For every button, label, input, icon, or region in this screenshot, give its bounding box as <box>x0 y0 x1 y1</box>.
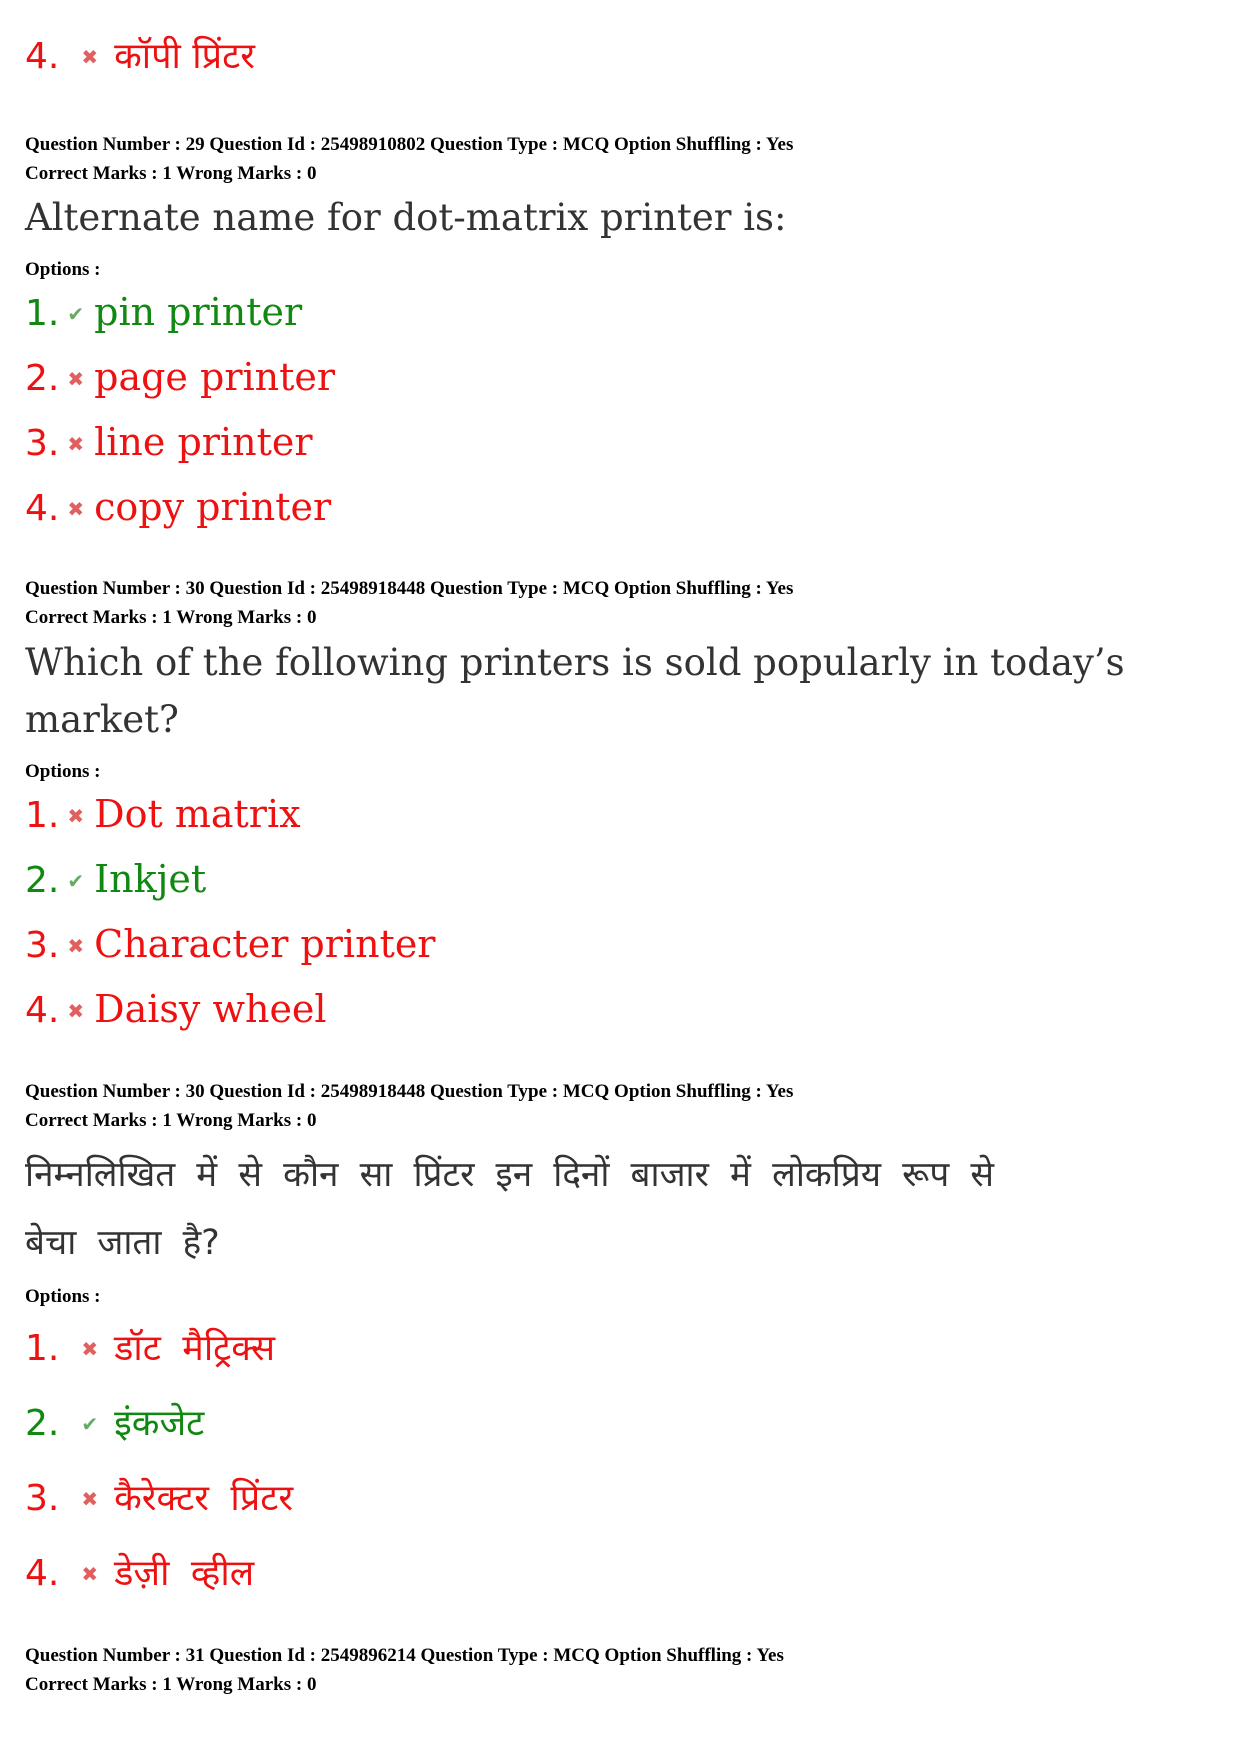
options-label: Options : <box>25 259 101 280</box>
cross-mark-icon: ✖ <box>81 1337 99 1361</box>
check-mark-icon: ✔ <box>81 1412 99 1436</box>
cross-mark-icon: ✖ <box>67 497 85 521</box>
option-number: 4. <box>25 990 60 1031</box>
question-text-line2: बेचा जाता है? <box>25 1223 220 1263</box>
option-number: 2. <box>25 860 60 901</box>
option-number: 1. <box>25 1328 60 1369</box>
question-text-line1: निम्नलिखित में से कौन सा प्रिंटर इन दिनों बाजार में लोकप्रिय रूप से <box>25 1155 995 1195</box>
options-label: Options : <box>25 761 101 782</box>
option-text: डॉट मैट्रिक्स <box>114 1328 276 1369</box>
check-mark-icon: ✔ <box>67 302 85 326</box>
option-text: copy printer <box>94 485 332 529</box>
question-meta: Question Number : 30 Question Id : 25498918448 Question Type : MCQ Option Shuffling : Yes <box>25 1081 794 1102</box>
option-text: कॉपी प्रिंटर <box>114 36 255 77</box>
option-row <box>25 1397 204 1446</box>
option-row <box>25 30 255 79</box>
cross-mark-icon: ✖ <box>81 1562 99 1586</box>
option-row <box>25 1472 293 1521</box>
marks-meta: Correct Marks : 1 Wrong Marks : 0 <box>25 1674 317 1695</box>
option-text: Dot matrix <box>94 792 301 836</box>
question-meta: Question Number : 31 Question Id : 2549896214 Question Type : MCQ Option Shuffling : Yes <box>25 1645 784 1666</box>
option-number: 4. <box>25 1553 60 1594</box>
cross-mark-icon: ✖ <box>81 45 99 69</box>
option-text: Character printer <box>94 922 436 966</box>
option-row <box>25 857 206 901</box>
option-number: 2. <box>25 1403 60 1444</box>
marks-meta: Correct Marks : 1 Wrong Marks : 0 <box>25 607 317 628</box>
cross-mark-icon: ✖ <box>67 804 85 828</box>
cross-mark-icon: ✖ <box>81 1487 99 1511</box>
cross-mark-icon: ✖ <box>67 934 85 958</box>
option-text: इंकजेट <box>114 1403 205 1444</box>
option-text: Daisy wheel <box>94 987 327 1031</box>
option-number: 4. <box>25 488 60 529</box>
option-row <box>25 1322 275 1371</box>
option-number: 3. <box>25 925 60 966</box>
option-row <box>25 420 313 464</box>
option-row <box>25 485 331 529</box>
option-text: डेज़ी व्हील <box>114 1553 255 1594</box>
option-text: page printer <box>94 355 336 399</box>
cross-mark-icon: ✖ <box>67 999 85 1023</box>
option-number: 1. <box>25 293 60 334</box>
question-text-line1: Which of the following printers is sold popularly in today’s <box>25 641 1125 684</box>
cross-mark-icon: ✖ <box>67 367 85 391</box>
options-label: Options : <box>25 1286 101 1307</box>
option-number: 2. <box>25 358 60 399</box>
option-text: pin printer <box>94 290 303 334</box>
option-row <box>25 355 335 399</box>
option-text: Inkjet <box>94 857 207 901</box>
check-mark-icon: ✔ <box>67 869 85 893</box>
option-number: 1. <box>25 795 60 836</box>
question-meta: Question Number : 30 Question Id : 25498918448 Question Type : MCQ Option Shuffling : Yes <box>25 578 794 599</box>
cross-mark-icon: ✖ <box>67 432 85 456</box>
option-row <box>25 290 302 334</box>
question-text: Alternate name for dot-matrix printer is: <box>25 196 787 239</box>
question-meta: Question Number : 29 Question Id : 25498910802 Question Type : MCQ Option Shuffling : Yes <box>25 134 794 155</box>
marks-meta: Correct Marks : 1 Wrong Marks : 0 <box>25 1110 317 1131</box>
option-row <box>25 792 301 836</box>
option-text: line printer <box>94 420 313 464</box>
option-text: कैरेक्टर प्रिंटर <box>114 1478 294 1519</box>
question-text-line2: market? <box>25 698 179 741</box>
option-number: 3. <box>25 423 60 464</box>
option-number: 4. <box>25 36 60 77</box>
option-row <box>25 1547 254 1596</box>
option-number: 3. <box>25 1478 60 1519</box>
marks-meta: Correct Marks : 1 Wrong Marks : 0 <box>25 163 317 184</box>
option-row <box>25 987 327 1031</box>
option-row <box>25 922 435 966</box>
